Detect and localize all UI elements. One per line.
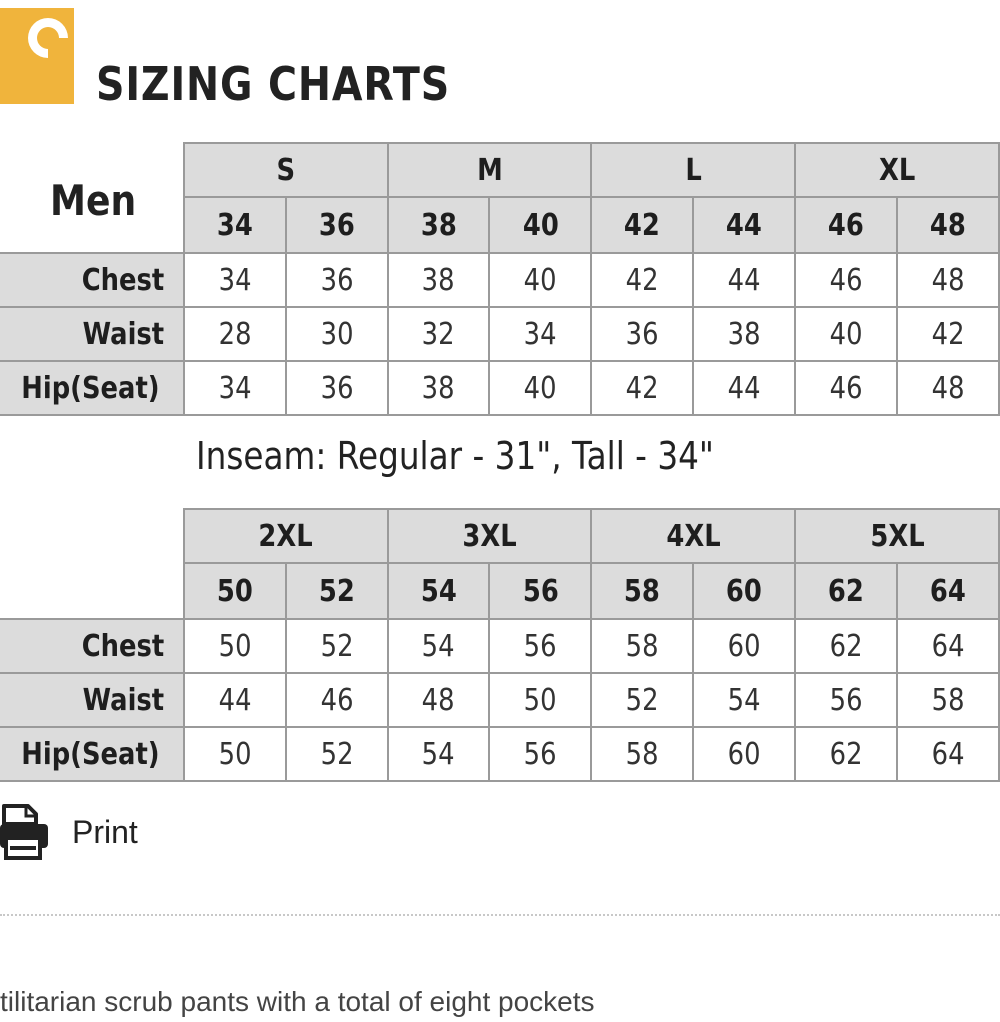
- size-header: 2XL: [184, 509, 388, 563]
- table-cell: 48: [897, 253, 999, 307]
- table-cell: 40: [795, 307, 897, 361]
- table-cell: 50: [184, 619, 286, 673]
- table-cell: 34: [184, 361, 286, 415]
- table-row: [0, 307, 999, 361]
- table-cell: 50: [184, 727, 286, 781]
- size-number: 44: [693, 197, 795, 253]
- size-number: 34: [184, 197, 286, 253]
- size-number: 64: [897, 563, 999, 619]
- table-cell: 42: [591, 253, 693, 307]
- table-cell: 52: [286, 727, 388, 781]
- table-cell: 42: [897, 307, 999, 361]
- table-corner: [0, 509, 184, 563]
- table-cell: 58: [591, 619, 693, 673]
- table-cell: 54: [388, 727, 490, 781]
- table-cell: 36: [286, 361, 388, 415]
- row-label-waist: Waist: [0, 673, 184, 727]
- table-cell: 46: [286, 673, 388, 727]
- table-corner: [0, 143, 184, 197]
- table-cell: 62: [795, 727, 897, 781]
- size-number: 58: [591, 563, 693, 619]
- table-cell: 52: [286, 619, 388, 673]
- table-corner: [0, 197, 184, 253]
- size-number: 36: [286, 197, 388, 253]
- size-number: 62: [795, 563, 897, 619]
- table-row: [0, 727, 999, 781]
- table-cell: 40: [489, 361, 591, 415]
- divider: [0, 914, 1000, 916]
- table-cell: 44: [693, 253, 795, 307]
- size-number: 40: [489, 197, 591, 253]
- table-cell: 42: [591, 361, 693, 415]
- table-cell: 34: [489, 307, 591, 361]
- size-header: XL: [795, 143, 999, 197]
- print-label[interactable]: Print: [72, 813, 138, 850]
- carhartt-logo-icon: [0, 8, 74, 104]
- size-number: 60: [693, 563, 795, 619]
- size-number: 38: [388, 197, 490, 253]
- table-cell: 28: [184, 307, 286, 361]
- size-number: 42: [591, 197, 693, 253]
- table-cell: 54: [388, 619, 490, 673]
- table-cell: 36: [591, 307, 693, 361]
- table-cell: 48: [388, 673, 490, 727]
- row-label-waist: Waist: [0, 307, 184, 361]
- table-cell: 38: [388, 361, 490, 415]
- size-header: M: [388, 143, 592, 197]
- row-label-hip: Hip(Seat): [0, 727, 184, 781]
- row-label-hip: Hip(Seat): [0, 361, 184, 415]
- size-header: L: [591, 143, 795, 197]
- table-cell: 38: [388, 253, 490, 307]
- table-cell: 58: [897, 673, 999, 727]
- table-cell: 46: [795, 253, 897, 307]
- size-chart-table-2: [0, 508, 1000, 782]
- table-cell: 60: [693, 727, 795, 781]
- print-button[interactable]: [0, 800, 200, 864]
- table-cell: 30: [286, 307, 388, 361]
- size-header: 5XL: [795, 509, 999, 563]
- table-cell: 54: [693, 673, 795, 727]
- table-row: [0, 361, 999, 415]
- table-row: [0, 673, 999, 727]
- group-label: Men: [50, 176, 137, 225]
- table-cell: 46: [795, 361, 897, 415]
- size-chart-table-1: [0, 142, 1000, 416]
- size-header: 3XL: [388, 509, 592, 563]
- table-cell: 32: [388, 307, 490, 361]
- table-cell: 34: [184, 253, 286, 307]
- table-cell: 64: [897, 619, 999, 673]
- size-number: 48: [897, 197, 999, 253]
- table-cell: 48: [897, 361, 999, 415]
- table-cell: 44: [184, 673, 286, 727]
- table-cell: 52: [591, 673, 693, 727]
- product-description: tilitarian scrub pants with a total of eight pockets: [0, 986, 595, 1017]
- size-number: 46: [795, 197, 897, 253]
- table-cell: 56: [795, 673, 897, 727]
- size-number: 52: [286, 563, 388, 619]
- table-cell: 60: [693, 619, 795, 673]
- size-header: S: [184, 143, 388, 197]
- table-cell: 36: [286, 253, 388, 307]
- table-cell: 62: [795, 619, 897, 673]
- table-corner: [0, 563, 184, 619]
- table-row: [0, 619, 999, 673]
- table-cell: 64: [897, 727, 999, 781]
- table-cell: 56: [489, 727, 591, 781]
- size-header: 4XL: [591, 509, 795, 563]
- page-title: SIZING CHARTS: [96, 57, 451, 111]
- inseam-note: Inseam: Regular - 31", Tall - 34": [196, 434, 714, 478]
- row-label-chest: Chest: [0, 619, 184, 673]
- table-cell: 56: [489, 619, 591, 673]
- size-number: 54: [388, 563, 490, 619]
- table-cell: 38: [693, 307, 795, 361]
- table-row: [0, 253, 999, 307]
- size-number: 56: [489, 563, 591, 619]
- table-cell: 50: [489, 673, 591, 727]
- printer-icon[interactable]: [0, 802, 50, 862]
- table-cell: 44: [693, 361, 795, 415]
- size-number: 50: [184, 563, 286, 619]
- table-cell: 58: [591, 727, 693, 781]
- table-cell: 40: [489, 253, 591, 307]
- row-label-chest: Chest: [0, 253, 184, 307]
